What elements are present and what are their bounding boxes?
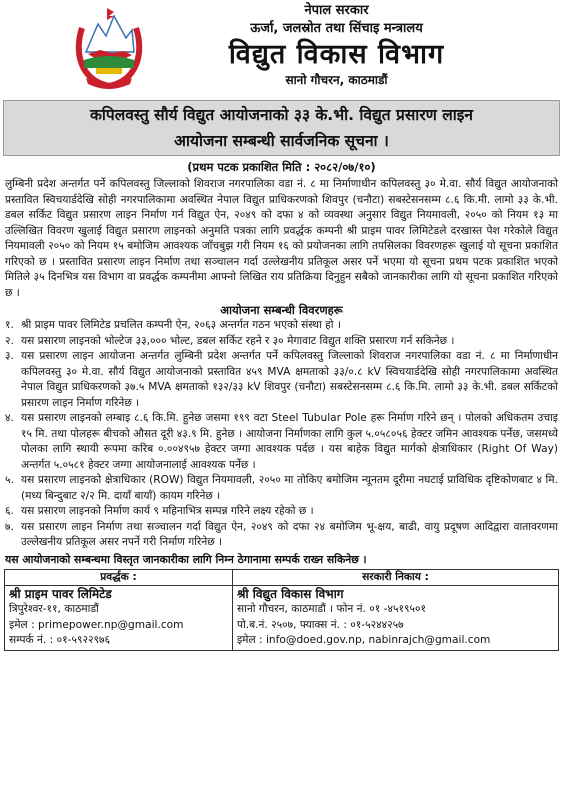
intro-paragraph: लुम्बिनी प्रदेश अन्तर्गत पर्ने कपिलवस्तु जिल्लाको शिवराज नगरपालिका वडा नं. ८ मा निर्माणाधीन कपिलवस्तु ३० मे.वा. सौर्य विद्युत आयोजनाको प्रस्तावित स्विचयार्डदेखि सोही नगरपालिकामा अवस्थित नेपाल विद्युत प्राधिकरणको शिवपुर (चनौटा) सबस्टेसनसम्म ८.६ कि.मी. लामो ३३ के.भी. डबल सर्किट विद्युत प्रसारण लाइन निर्माण गर्न विद्युत ऐन, २०४९ को दफा ४ को व्यवस्था अनुसार विद्युत नियमावली, २०५० को नियम १३ मा उल्लिखित विवरण खुलाई विद्युत प्रसारण लाइनको अनुमति पत्रका लागि प्रवर्द्धक कम्पनी श्री प्राइम पावर लिमिटेडले दरखास्त पेश गरेकोले विद्युत नियमावली २०५० को नियम १५ बमोजिम आवश्यक जाँचबुझ गरी नियम १६ को प्रयोजनका लागि तपसिलका विवरणहरू खुलाई यो सूचना प्रकाशित गरिएको छ । प्रस्तावित प्रसारण लाइन निर्माण तथा सञ्चालन गर्दा उल्लेखनीय प्रतिकूल असर पर्ने भएमा यो सूचना प्रथम पटक प्रकाशित भएको मितिले ३५ दिनभित्र यस विभाग वा प्रवर्द्धक कम्पनीमा आफ्नो लिखित राय प्रतिक्रिया दिनुहुन सबैको जानकारीका लागि यो सूचना प्रकाशित गरिएको छ । [5,178,558,299]
list-item-text: यस प्रसारण लाइनको भोल्टेज ३३,००० भोल्ट, डबल सर्किट रहने र ३० मेगावाट विद्युत शक्ति प्रसारण गर्न सकिनेछ । [21,334,455,347]
notice-title-line1: कपिलवस्तु सौर्य विद्युत आयोजनाको ३३ के.भी. विद्युत प्रसारण लाइन [89,106,474,124]
list-item [5,318,558,334]
list-item-number: ४. [5,412,14,424]
list-item [5,334,558,350]
list-item [5,520,558,551]
list-item [5,473,558,504]
promoter-phone: सम्पर्क नं. : ०१-५९२२९७६ [9,634,111,646]
department-name: विद्युत विकास विभाग [228,39,445,70]
government-name: नेपाल सरकार [304,3,369,18]
header [0,0,563,100]
promoter-header: प्रवर्द्धक : [5,569,233,585]
contacts-table [4,569,559,651]
contact-note: यस आयोजनाको सम्बन्धमा विस्तृत जानकारीका लागि निम्न ठेगानामा सम्पर्क राख्न सकिनेछ । [5,552,367,566]
list-item [5,504,558,520]
list-item [5,349,558,411]
publication-date: (प्रथम पटक प्रकाशित मिति : २०८२/०७/१०) [187,160,376,174]
section-title: आयोजना सम्बन्धी विवरणहरू [220,303,343,317]
list-item-text: यस प्रसारण लाइनको क्षेत्राधिकार (ROW) विद्युत नियमावली, २०५० मा तोकिए बमोजिम न्यूनतम दूरीमा नघटाई प्राविधिक दृष्टिकोणबाट ४ मि. (मध्य बिन्दुबाट २/२ मि. दायाँ बायाँ) कायम गरिनेछ । [21,474,558,502]
government-pobox: पो.ब.नं. २५०७, फ्याक्स नं. : ०१-५२४४२५७ [236,618,404,631]
list-item-text: यस प्रसारण लाइनको निर्माण कार्य ९ महिनाभित्र सम्पन्न गरिने लक्ष्य रहेको छ । [21,505,314,517]
promoter-name: श्री प्राइम पावर लिमिटेड [9,586,112,601]
promoter-address: त्रिपुरेश्वर-११, काठमाडौं [9,603,99,615]
list-item-number: २. [5,334,14,347]
department-address: सानो गौचरन, काठमाडौं [285,73,388,87]
list-item-text: यस प्रसारण लाइन निर्माण तथा सञ्चालन गर्दा विद्युत ऐन, २०४९ को दफा २४ बमोजिम भू-क्षय, बाढी, वायु प्रदूषण आदिद्वारा वातावरणमा उल्लेखनीय प्रतिकूल असर नपर्ने गरी निर्माण गरिनेछ । [21,520,558,548]
government-name-cell: श्री विद्युत विकास विभाग [236,586,344,601]
list-item-number: १. [5,319,14,331]
list-item-number: ३. [5,350,14,362]
contacts-header-row [5,569,559,585]
notice-title [3,100,560,156]
project-details-list [5,318,558,551]
list-item-text: यस प्रसारण लाइन आयोजना अन्तर्गत लुम्बिनी प्रदेश अन्तर्गत पर्ने कपिलवस्तु जिल्लाको शिवराज नगरपालिका वडा नं. ८ मा निर्माणाधीन कपिलवस्तु ३० मे.वा. सौर्य विद्युत आयोजनाको प्रस्तावित ४५९ MVA क्षमताको ३३/०.८ kV स्विचयार्डदेखि सोही नगरपालिकामा अवस्थित नेपाल विद्युत प्राधिकरणको ३७.५ MVA क्षमताको १३२/३३ kV शिवपुर (चनौटा) सबस्टेसनसम्म ८.६ कि.मि. लामो ३३ के.भी. डबल सर्किटको प्रसारण लाइन निर्माण गरिनेछ । [21,350,558,409]
promoter-email: इमेल : primepower.np@gmail.com [9,618,184,631]
government-header: सरकारी निकाय : [232,569,558,585]
list-item-number: ७. [5,520,14,533]
list-item-text: यस प्रसारण लाइनको लम्बाइ ८.६ कि.मि. हुनेछ जसमा १९९ वटा Steel Tubular Pole हरू निर्माण गरिने छन् । पोलको अधिकतम उचाइ १५ मि. तथा पोलहरू बीचको औसत दूरी ४३.९ मि. हुनेछ । आयोजना निर्माणका लागि कुल ५.०५८०५६ हेक्टर जमिन आवश्यक पर्नेछ, जसमध्ये पोलका लागि स्थायी रूपमा करिब ०.००४९५७ हेक्टर जग्गा आवश्यक पर्दछ । यस बाहेक विद्युत मार्गको क्षेत्राधिकार (Right Of Way) अन्तर्गत ५.०५८१ हेक्टर जग्गा आयोजनालाई आवश्यक पर्नेछ । [21,412,558,471]
government-cell [232,585,558,650]
ministry-name: ऊर्जा, जलस्रोत तथा सिंचाइ मन्त्रालय [250,21,423,36]
notice-title-line2: आयोजना सम्बन्धी सार्वजनिक सूचना । [174,132,389,150]
list-item-text: श्री प्राइम पावर लिमिटेड प्रचलित कम्पनी ऐन, २०६३ अन्तर्गत गठन भएको संस्था हो । [21,319,341,331]
list-item-number: ६. [5,505,14,517]
nepal-emblem-icon [72,6,146,90]
contacts-row [5,585,559,650]
header-text [150,2,523,89]
government-email: इमेल : info@doed.gov.np, nabinrajch@gmail.com [236,634,491,646]
list-item [5,411,558,473]
government-address: सानो गौचरन, काठमाडौं । फोन नं. ०१ -४५१९५०१ [236,603,427,615]
promoter-cell [5,585,233,650]
list-item-number: ५. [5,474,14,486]
